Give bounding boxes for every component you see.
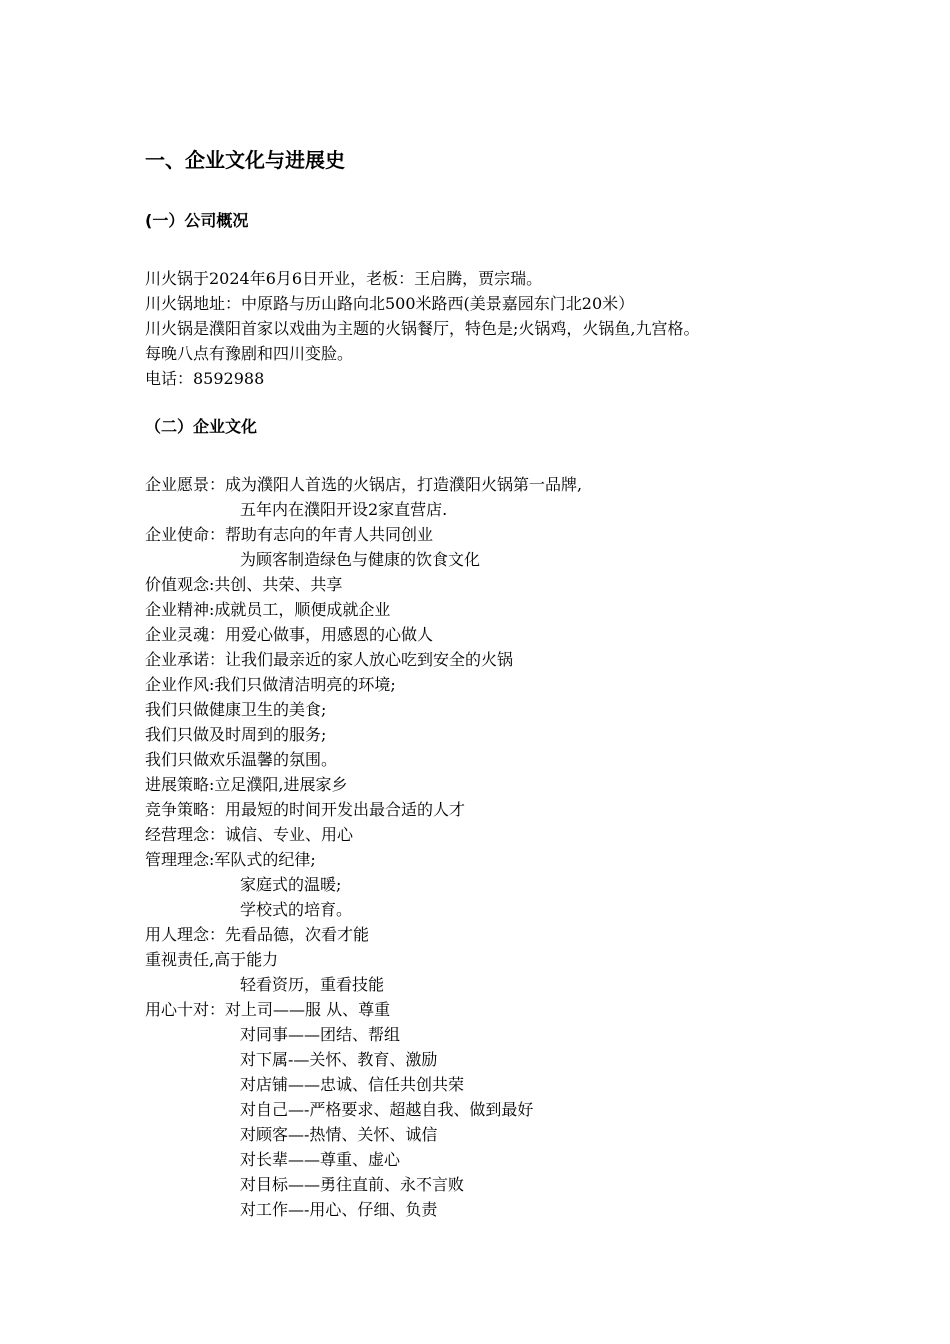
culture-line: 企业精神:成就员工，顺便成就企业 [145,600,391,619]
main-heading: 一、企业文化与进展史 [145,148,345,172]
section-title-culture: （二）企业文化 [145,417,258,436]
culture-line: 对顾客—-热情、关怀、诚信 [240,1125,438,1144]
culture-line: 对店铺——忠诚、信任共创共荣 [240,1075,465,1094]
culture-line: 对工作—-用心、仔细、负责 [240,1200,438,1219]
overview-line-address: 川火锅地址：中原路与历山路向北500米路西(美景嘉园东门北20米） [145,294,635,313]
culture-line: 为顾客制造绿色与健康的饮食文化 [240,550,481,569]
culture-line: 家庭式的温暖; [240,875,342,894]
culture-line: 用人理念：先看品德，次看才能 [145,925,370,944]
culture-line: 我们只做健康卫生的美食; [145,700,327,719]
culture-line: 管理理念:军队式的纪律; [145,850,316,869]
culture-line: 进展策略:立足濮阳,进展家乡 [145,775,348,794]
culture-line: 轻看资历，重看技能 [240,975,385,994]
overview-line-phone: 电话：8592988 [145,369,265,388]
culture-line: 企业承诺：让我们最亲近的家人放心吃到安全的火锅 [145,650,514,669]
culture-line: 五年内在濮阳开设2家直营店. [240,500,448,519]
culture-line: 用心十对：对上司——服 从、尊重 [145,1000,391,1019]
culture-line: 对同事——团结、帮组 [240,1025,401,1044]
culture-line: 企业灵魂：用爱心做事，用感恩的心做人 [145,625,434,644]
culture-line: 企业愿景：成为濮阳人首选的火锅店，打造濮阳火锅第一品牌, [145,475,583,494]
culture-line: 对目标——勇往直前、永不言败 [240,1175,465,1194]
corporate-culture [145,472,582,1222]
overview-line-shows: 每晚八点有豫剧和四川变脸。 [145,344,354,363]
culture-line: 竞争策略：用最短的时间开发出最合适的人才 [145,800,466,819]
overview-line-features: 川火锅是濮阳首家以戏曲为主题的火锅餐厅，特色是;火锅鸡，火锅鱼,九宫格。 [145,319,700,338]
culture-line: 对长辈——尊重、虚心 [240,1150,401,1169]
culture-line: 企业作风:我们只做清洁明亮的环境; [145,675,396,694]
culture-line: 重视责任,高于能力 [145,950,279,969]
culture-line: 我们只做欢乐温馨的氛围。 [145,750,338,769]
culture-line: 企业使命：帮助有志向的年青人共同创业 [145,525,434,544]
company-overview [145,266,699,391]
culture-line: 学校式的培育。 [240,900,353,919]
section-title-overview: (一）公司概况 [145,211,249,230]
culture-line: 对自己—-严格要求、超越自我、做到最好 [240,1100,534,1119]
culture-line: 我们只做及时周到的服务; [145,725,327,744]
culture-line: 经营理念：诚信、专业、用心 [145,825,354,844]
culture-line: 对下属-—关怀、教育、激励 [240,1050,438,1069]
culture-line: 价值观念:共创、共荣、共享 [145,575,343,594]
overview-line-opening: 川火锅于2024年6月6日开业，老板：王启腾，贾宗瑞。 [145,269,543,288]
